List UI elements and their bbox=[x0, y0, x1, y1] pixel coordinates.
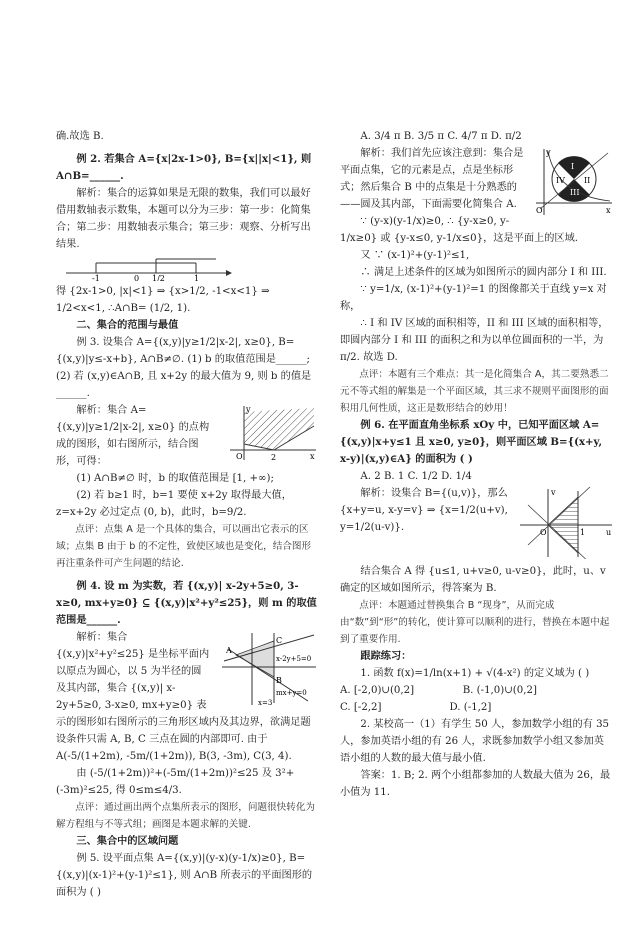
paragraph: 解析：集合 A={(x,y)|y≥1/2|x-2|, x≥0} 的点构成的图形，如右图所示，结合图形，可得： bbox=[56, 405, 210, 467]
triangle-figure-ex4 bbox=[218, 631, 318, 707]
left-column bbox=[56, 128, 318, 901]
paragraph: 由 (-5/(1+2m))²+(-5m/(1+2m))²≤25 及 3²+(-3m)²≤25, 得 0≤m≤4/3. bbox=[56, 768, 295, 796]
paragraph: ∴ 满足上述条件的区域为如图所示的圆内部分 I 和 III. bbox=[360, 267, 607, 278]
axis-label: 2 bbox=[271, 453, 277, 462]
answers: 答案：1. B; 2. 两个小组都参加的人数最大值为 26，最小值为 11. bbox=[340, 770, 611, 798]
axis-label: v bbox=[551, 488, 556, 497]
point-label: A bbox=[226, 646, 232, 655]
circle-region-figure-ex5 bbox=[534, 147, 614, 217]
paragraph: 结合集合 A 得 {u≤1, u+v≥0, u-v≥0}，此时，u、v 确定的区域如图所示，得答案为 B. bbox=[340, 566, 606, 594]
region-label: II bbox=[584, 176, 591, 185]
answer-choices: A. [-2,0)∪(0,2] B. (-1,0)∪(0,2] bbox=[340, 685, 537, 696]
axis-label: y bbox=[546, 148, 551, 157]
tick-label: 1/2 bbox=[152, 274, 165, 281]
section-heading: 二、集合的范围与最值 bbox=[76, 319, 179, 331]
axis-label: O bbox=[236, 452, 243, 461]
paragraph: (1) A∩B≠∅ 时，b 的取值范围是 [1, +∞); bbox=[76, 473, 274, 484]
paragraph: 解析：集合的运算如果是无限的数集，我们可以最好借用数轴表示数集，本题可以分为三步：第一步：化简集合；第二步：用数轴表示集合；第三步：观察、分析写出结果. bbox=[56, 188, 311, 250]
paragraph: 解析：集合 {(x,y)|x²+y²≤25} 是坐标平面内以原点为圆心，以 5 为半径的圆及其内部，集合 {(x,y)| x-2y+5≥0, 3-x≥0, mx+y≥0} 表示的图形如右图所示的三角形区域内及其边界，欲满足题设条件只需 A, B, C 三点在圆的内部即可. 由于 A(-5/(1+2m), -5m/(1+2m)), B(3, -3m), C(3, 4). bbox=[56, 632, 311, 762]
paragraph: 解析：我们首先应该注意到：集合是平面点集，它的元素是点，点是坐标形式；然后集合 B 中的点集是十分熟悉的——圆及其内部，下面需要化简集合 A. bbox=[340, 148, 524, 210]
paragraph: ∵ (y-x)(y-1/x)≥0, ∴ {y-x≥0, y-1/x≥0} 或 {y-x≤0, y-1/x≤0}，这是平面上的区域. bbox=[340, 216, 579, 244]
axis-label: u bbox=[606, 528, 612, 537]
example-4: 例 4. 设 m 为实数，若 {(x,y)| x-2y+5≥0, 3-x≥0, mx+y≥0} ⊆ {(x,y)|x²+y²≤25}，则 m 的取值范围是______. bbox=[56, 580, 317, 626]
region-label: III bbox=[570, 188, 580, 197]
uv-region-figure-ex6 bbox=[518, 487, 614, 559]
example-5: 例 5. 设平面点集 A={(x,y)|(y-x)(y-1/x)≥0}, B={(x,y)|(x-1)²+(y-1)²≤1}, 则 A∩B 所表示的平面图形的面积为 ( ) bbox=[56, 853, 313, 898]
comment: 点评：本题通过替换集合 B “现身”，从而完成由“数”到“形”的转化，使计算可以顺利的进行，替换在本题中起到了重要作用. bbox=[340, 600, 610, 645]
region-label: IV bbox=[556, 176, 565, 185]
answer-choices: C. [-2,2] D. (-1,2] bbox=[340, 702, 492, 713]
example-2: 例 2. 若集合 A={x|2x-1>0}, B={x||x|<1}, 则 A∩B=______. bbox=[56, 153, 312, 182]
comment: 点评：本题有三个难点：其一是化简集合 A，其二要熟悉二元不等式组的解集是一个平面区域，其三求不规则平面图形的面积用几何性质，这正是数形结合的妙用！ bbox=[340, 369, 609, 414]
paragraph: 又 ∵ (x-1)²+(y-1)²≤1, bbox=[360, 250, 470, 261]
region-label: I bbox=[571, 162, 575, 171]
point-label: C bbox=[276, 636, 283, 645]
axis-label: O bbox=[540, 528, 547, 537]
number-line-figure bbox=[56, 255, 236, 281]
axis-label: O bbox=[536, 206, 543, 215]
line-label: mx+y=0 bbox=[276, 689, 307, 697]
example-6: 例 6. 在平面直角坐标系 xOy 中，已知平面区域 A={(x,y)|x+y≤1 且 x≥0, y≥0}，则平面区域 B={(x+y, x-y)|(x,y)∈A} 的面积为 ( ) bbox=[340, 419, 603, 465]
paragraph: 得 {2x-1>0, |x|<1} ⇒ {x>1/2, -1<x<1} ⇒ 1/2<x<1, ∴A∩B= (1/2, 1). bbox=[56, 286, 270, 314]
line-label: x-2y+5=0 bbox=[276, 655, 312, 663]
comment: 点评：点集 A 是一个具体的集合，可以画出它表示的区域；点集 B 由于 b 的不定性，致使区域也是变化，结合图形再注重条件可产生问题的结论. bbox=[56, 524, 312, 569]
right-column bbox=[340, 128, 614, 801]
section-heading: 三、集合中的区域问题 bbox=[76, 835, 179, 847]
axis-label: 1 bbox=[580, 528, 586, 537]
exercise-1: 1. 函数 f(x)=1/ln(x+1) + √(4-x²) 的定义域为 ( ) bbox=[360, 668, 590, 679]
paragraph: ∵ y=1/x, (x-1)²+(y-1)²=1 的图像都关于直线 y=x 对称， bbox=[340, 284, 607, 312]
exercise-heading: 跟踪练习： bbox=[360, 650, 412, 662]
tick-label: 0 bbox=[134, 274, 140, 281]
paragraph: 确.故选 B. bbox=[56, 131, 104, 142]
answer-choices: A. 3/4 π B. 3/5 π C. 4/7 π D. π/2 bbox=[360, 131, 522, 142]
axis-label: x bbox=[310, 452, 315, 461]
paragraph: 解析：设集合 B={(u,v)}，那么 {x+y=u, x-y=v} ⇒ {x=1/2(u+v), y=1/2(u-v)}. bbox=[340, 488, 508, 533]
tick-label: -1 bbox=[92, 274, 100, 281]
example-3: 例 3. 设集合 A={(x,y)|y≥1/2|x-2|, x≥0}, B={(x,y)|y≤-x+b}, A∩B≠∅. (1) b 的取值范围是______; (2) 若 (x,y)∈A∩B, 且 x+2y 的最大值为 9, 则 b 的值是______. bbox=[56, 337, 312, 399]
comment: 点评：通过画出两个点集所表示的图形，问题很快转化为解方程组与不等式组；画图是本题求解的关键. bbox=[56, 802, 316, 830]
axis-label: x bbox=[606, 206, 611, 215]
point-label: B bbox=[276, 676, 282, 685]
axis-label: y bbox=[246, 405, 251, 414]
exercise-2: 2. 某校高一（1）有学生 50 人，参加数学小组的有 35 人，参加英语小组的有 26 人，求既参加数学小组又参加英语小组的人数的最大值与最小值. bbox=[340, 719, 610, 764]
tick-label: 1 bbox=[194, 274, 200, 281]
line-label: x=3 bbox=[258, 699, 273, 707]
paragraph: ∴ I 和 IV 区域的面积相等，II 和 III 区域的面积相等，即圆内部分 I 和 III 的面积之和为以单位圆面积的一半，为 π/2. 故选 D. bbox=[340, 318, 609, 363]
region-figure-ex3 bbox=[226, 404, 318, 462]
answer-choices: A. 2 B. 1 C. 1/2 D. 1/4 bbox=[360, 471, 472, 482]
paragraph: (2) 若 b≥1 时，b=1 要使 x+2y 取得最大值，z=x+2y 必过定点 (0, b)，此时，b=9/2. bbox=[56, 490, 292, 518]
